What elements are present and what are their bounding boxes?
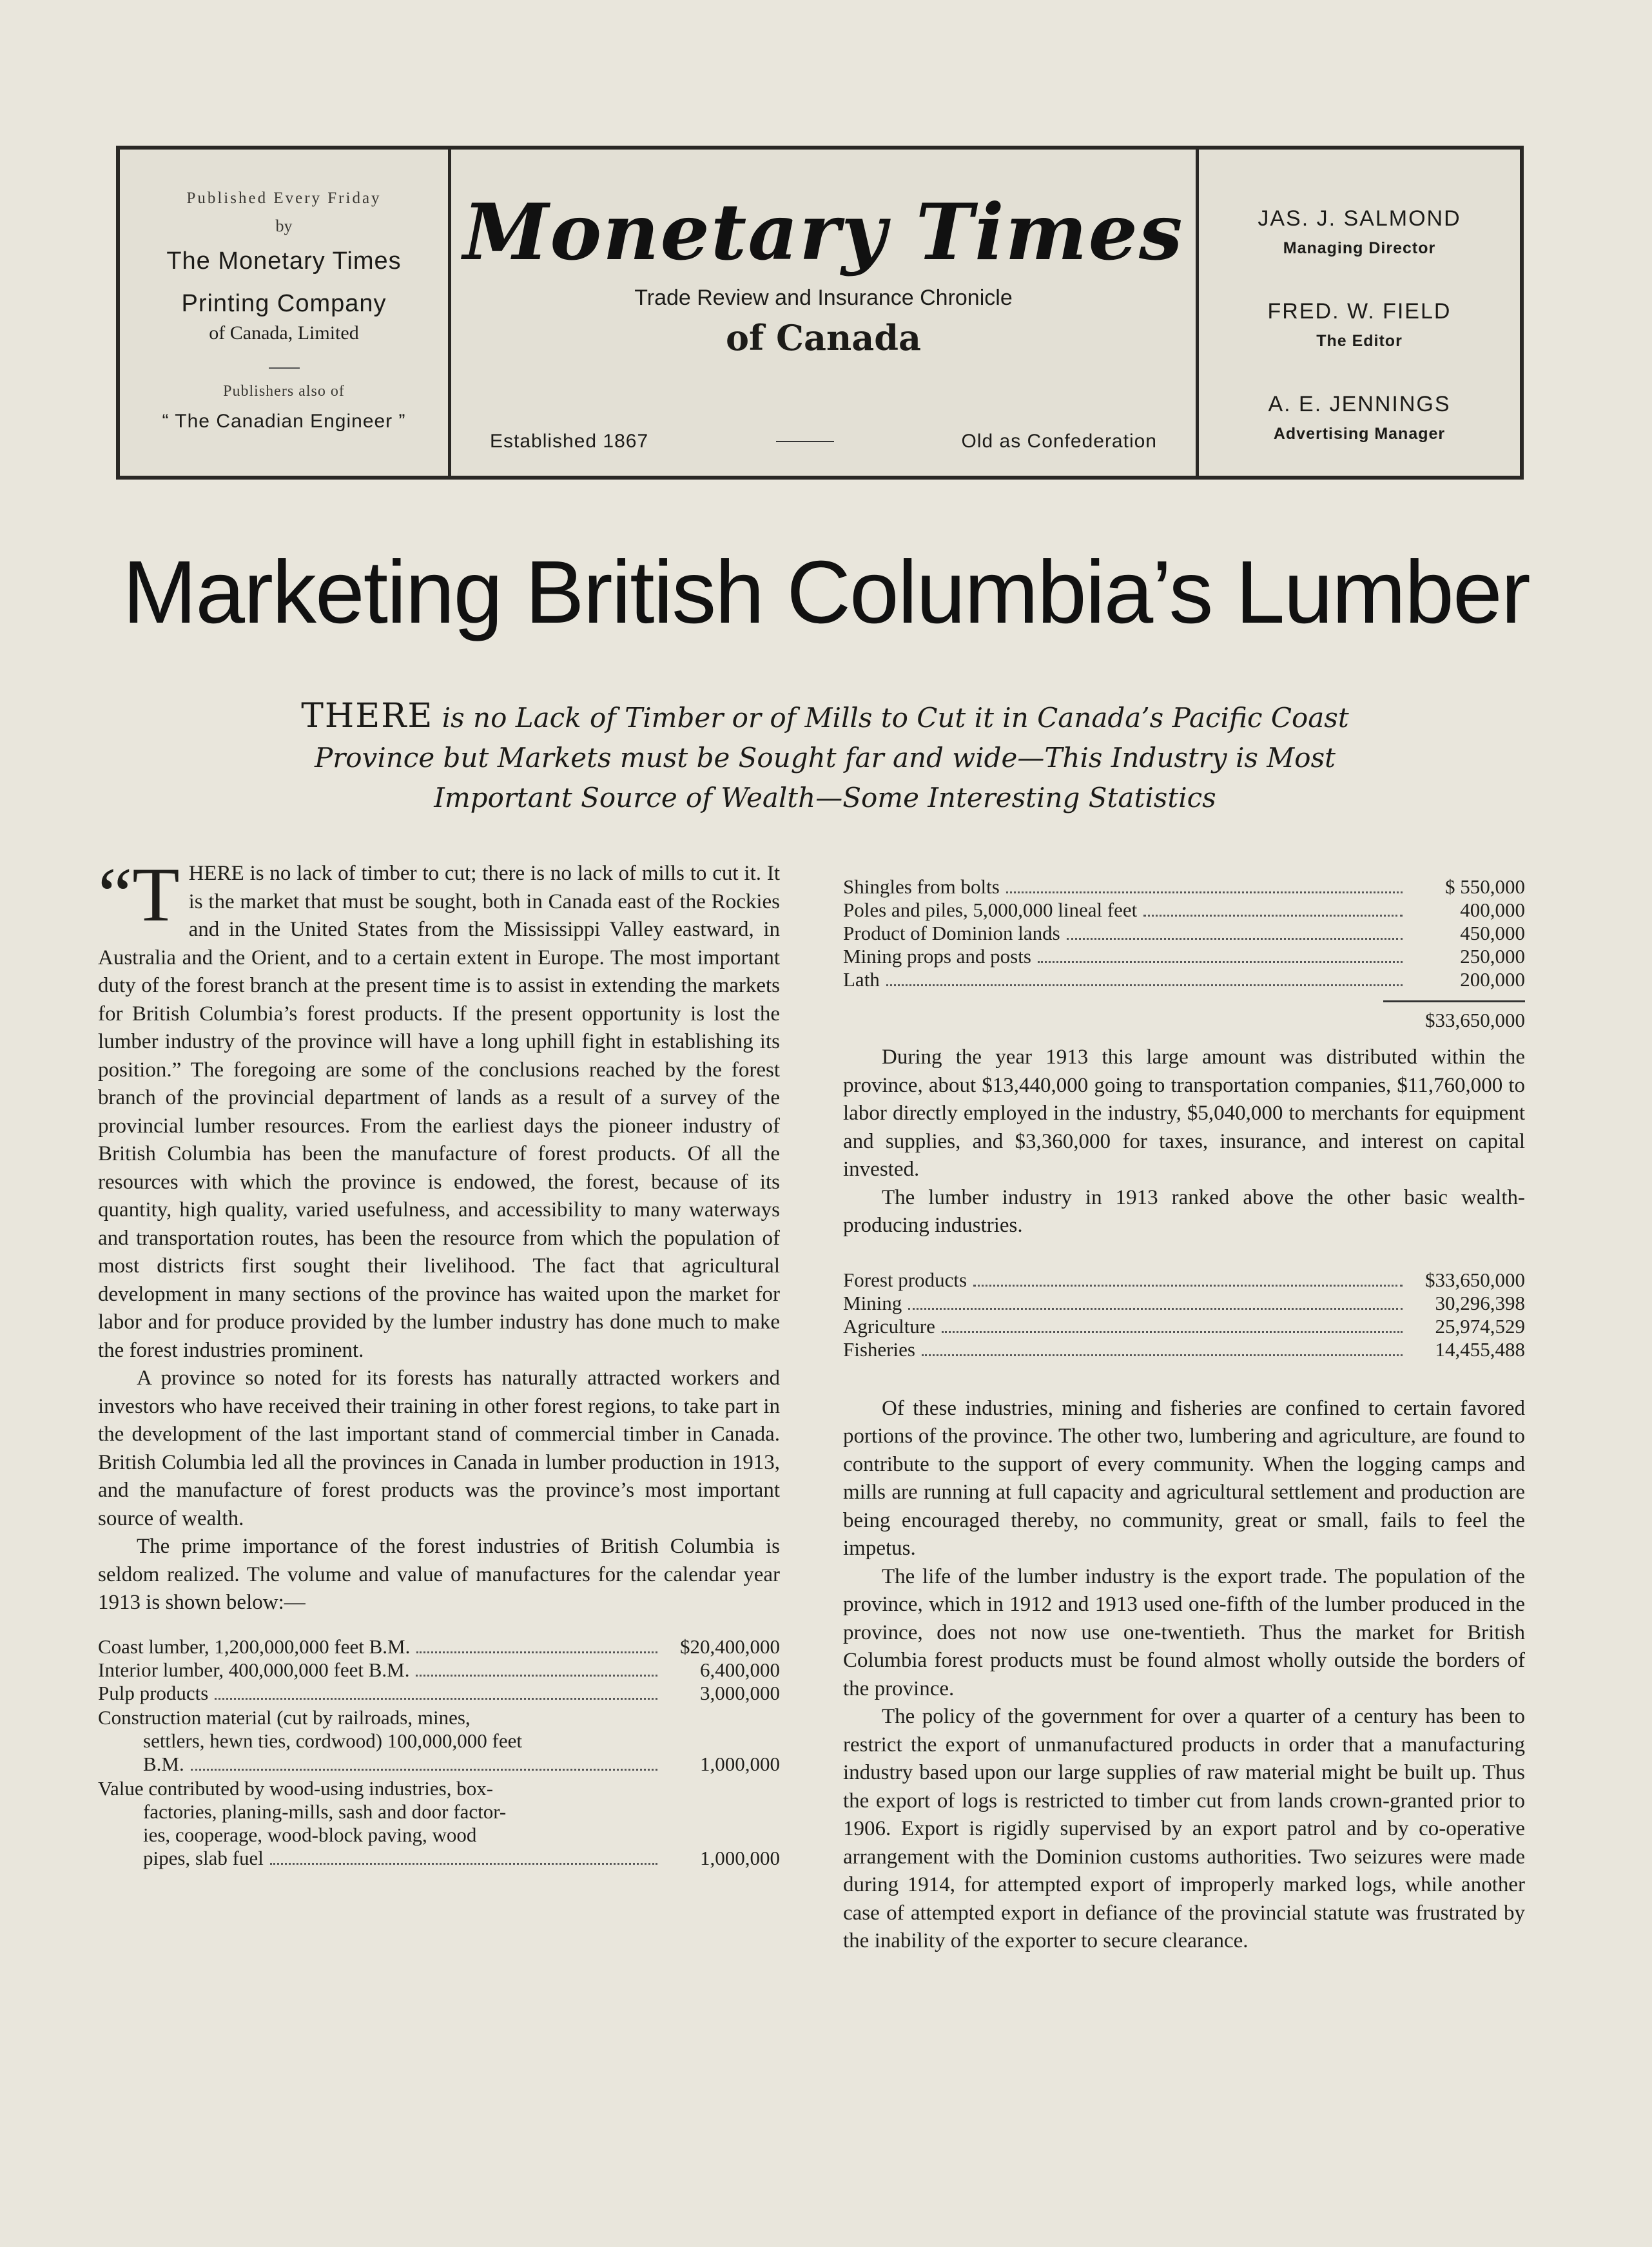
paragraph: Of these industries, mining and fisheries are confined to certain favored portions of the province. The other two, lumbering and agriculture, are found to contribute to the support of every community. When the logging camps and mills are running at full capacity and agricultural settlement and production are being encouraged thereby, no community, great or small, fails to feel the impetus. [843,1396,1525,1560]
leader-dots [1038,961,1403,963]
industries-table [843,1269,1525,1361]
row-value: 200,000 [1460,968,1525,991]
table-row [98,1777,780,1870]
table-row [98,1706,780,1776]
deck-text: is no Lack of Timber or of Mills to Cut it in Canada’s Pacific Coast Province but Markets must be Sought far and wide—This Industry is Most Important Source of Wealth—Some Interesting Statistics [314,702,1349,813]
row-value: 250,000 [1460,945,1525,968]
leader-dots [191,1769,657,1771]
leader-dots [886,984,1403,986]
table-row [843,875,1525,899]
divider [269,367,300,369]
old-as-confederation: Old as Confederation [961,431,1157,452]
tagline: Trade Review and Insurance Chronicle [634,286,1013,310]
table-row [843,968,1525,991]
row-label: Mining [843,1291,902,1314]
article-headline: Marketing British Columbia’s Lumber [122,543,1530,642]
paragraph: The policy of the government for over a quarter of a century has been to restrict the export of unmanufactured products in order that a manufacturing industry based upon our large supplies of raw material might be built up. Thus the export of logs is restricted to timber cut from lands crown-granted prior to 1906. Export is rigidly supervised by an export patrol and by co-operative arrangement with the Dominion customs authorities. Two seizures were made during 1914, for attempted export of improperly marked logs, while another case of attempted export in defiance of the provincial statute was frustrated by the inability of the exporter to secure clearance. [843,1705,1525,1952]
drop-cap-letter: T [132,851,180,937]
table-row [98,1658,780,1682]
staff-name: A. E. JENNINGS [1268,392,1451,416]
row-label-line: settlers, hewn ties, cordwood) 100,000,000 feet [143,1729,523,1752]
manufactures-table [98,1635,780,1870]
masthead-publisher-panel [120,150,451,476]
row-label-line: Construction material (cut by railroads, mines, [98,1706,471,1729]
newspaper-logo: Monetary Times [463,187,1184,278]
table-row [98,1682,780,1705]
row-label-line: ies, cooperage, wood-block paving, wood [143,1823,477,1846]
row-label: Coast lumber, 1,200,000,000 feet B.M. [98,1635,411,1658]
drop-cap-quote: “ [98,851,133,937]
row-label: Interior lumber, 400,000,000 feet B.M. [98,1658,410,1681]
row-label: Shingles from bolts [843,875,1000,898]
table-row [843,1292,1525,1315]
leader-dots [416,1651,657,1653]
publisher-name-line2: Printing Company [181,290,387,317]
published-every-friday: Published Every Friday [186,190,382,207]
table-row [843,1269,1525,1292]
staff-name: FRED. W. FIELD [1267,299,1452,324]
paragraph-text: HERE is no lack of timber to cut; there is no lack of mills to cut it. It is the market that must be sought, both in Canada east of the Rockies and in the United States from the Mississippi Valley eastward, in Australia and the Orient, and to a certain extent in Europe. The most important duty of the forest branch at the present time is to assist in extending the markets for British Columbia’s forest products. If the present opportunity is lost the lumber industry of the province will have a long uphill fight in establishing its position.” The foregoing are some of the conclusions reached by the forest branch of the provincial department of lands as a result of a survey of the provincial lumber resources. From the earliest days the pioneer industry of British Columbia has been the manufacture of forest products. Of all the resources with which the province is endowed, the forest, because of its quantity, high quality, varied usefulness, and accessibility to many waterways and transportation routes, has been the resource from which the population of most districts first sought their livelihood. The fact that agricultural development in many sections of the province has waited upon the market for labor and for produce provided by the lumber industry has done much to make the forest industries prominent. [98,862,780,1362]
total-rule [1383,1000,1525,1002]
row-label: Forest products [843,1268,967,1291]
table-row [843,899,1525,922]
staff-name: JAS. J. SALMOND [1258,206,1461,231]
of-canada: of Canada [725,317,921,358]
row-label: Lath [843,968,880,991]
staff-entry [1199,206,1520,258]
left-column [98,851,780,1870]
row-value: $20,400,000 [680,1635,780,1658]
paragraph: The prime importance of the forest industries of British Columbia is seldom realized. The volume and value of manufactures for the calendar year 1913 is shown below:— [98,1535,780,1614]
leader-dots [922,1354,1403,1356]
row-value: 25,974,529 [1435,1314,1525,1338]
staff-role: Advertising Manager [1273,425,1446,443]
leader-dots [215,1698,657,1700]
staff-role: Managing Director [1283,239,1436,257]
row-value: 3,000,000 [700,1681,780,1704]
row-label: Fisheries [843,1338,915,1361]
row-label: Pulp products [98,1681,209,1704]
row-value: 30,296,398 [1435,1291,1525,1314]
table-row [843,1315,1525,1338]
paragraph: The lumber industry in 1913 ranked above the other basic wealth-producing industries. [843,1185,1525,1237]
deck-lead-word: THERE [301,697,434,735]
table-row [843,1338,1525,1361]
row-label: Agriculture [843,1314,935,1338]
publisher-name-line1: The Monetary Times [166,248,402,275]
row-value: 450,000 [1460,922,1525,944]
publisher-name-line3: of Canada, Limited [209,322,359,344]
masthead-title-panel [451,150,1199,476]
masthead-staff-panel [1199,150,1520,476]
row-value: 14,455,488 [1435,1338,1525,1361]
row-value: 1,000,000 [700,1846,780,1869]
leader-dots [416,1675,657,1677]
canadian-engineer-title: “ The Canadian Engineer ” [162,411,406,432]
row-value: 6,400,000 [700,1658,780,1681]
table-row [843,945,1525,968]
row-value: 400,000 [1460,899,1525,921]
drop-cap [98,851,180,937]
row-label: pipes, slab fuel [143,1846,264,1869]
paragraph: The life of the lumber industry is the export trade. The population of the province, which in 1912 and 1913 used one-fifth of the lumber produced in the province, does not now use one-twentieth. Thus the market for British Columbia forest products must be found almost wholly outside the borders of the province. [843,1564,1525,1700]
row-label-line: factories, planing-mills, sash and door factor- [143,1800,507,1823]
staff-role: The Editor [1316,332,1403,350]
row-label: B.M. [143,1752,184,1775]
manufactures-table-continued [843,875,1525,1032]
row-label: Mining props and posts [843,945,1031,968]
leader-dots [1006,891,1403,893]
table-row [843,922,1525,945]
right-column [843,860,1525,1956]
leader-dots [1067,938,1403,940]
leader-dots [942,1331,1403,1333]
divider [776,441,834,442]
established-row [490,431,1157,452]
masthead [116,146,1524,480]
table-row [98,1635,780,1658]
paragraph: During the year 1913 this large amount was distributed within the province, about $13,440,000 going to transportation companies, $11,760,000 to labor directly employed in the industry, $5,040,000 to merchants for equipment and supplies, and $3,360,000 for taxes, insurance, and interest on capital invested. [843,1046,1525,1181]
leader-dots [1143,915,1403,917]
leader-dots [908,1308,1403,1310]
staff-entry [1199,299,1520,351]
row-value: 1,000,000 [700,1752,780,1775]
article-deck [271,696,1379,818]
row-label-line: Value contributed by wood-using industries, box- [98,1776,494,1800]
table-total: $33,650,000 [1425,1009,1525,1031]
established-label: Established 1867 [490,431,649,452]
row-label: Poles and piles, 5,000,000 lineal feet [843,899,1138,921]
by-label: by [275,217,293,235]
row-value: $ 550,000 [1445,875,1525,898]
leader-dots [270,1863,657,1865]
paragraph [98,851,780,1365]
publishers-also-of: Publishers also of [223,383,345,400]
leader-dots [973,1285,1403,1287]
staff-entry [1199,392,1520,443]
row-value: $33,650,000 [1425,1268,1525,1291]
paragraph: A province so noted for its forests has naturally attracted workers and investors who have received their training in other forest regions, to take part in the development of the last important stand of commercial timber in Canada. British Columbia led all the provinces in Canada in lumber production in 1913, and the manufacture of forest products was the province’s most important source of wealth. [98,1367,780,1530]
row-label: Product of Dominion lands [843,922,1060,944]
